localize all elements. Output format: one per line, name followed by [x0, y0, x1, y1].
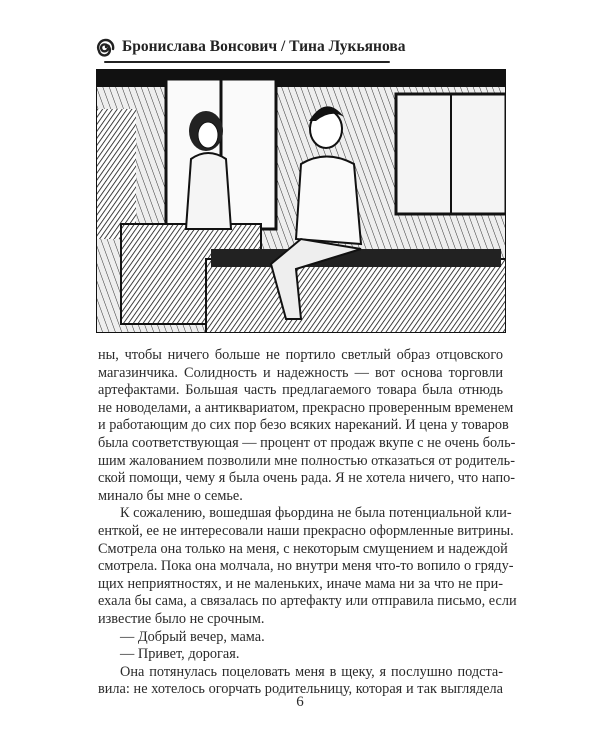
text-line: смотрела. Пока она молчала, но внутри меня что-то вопило о гряду-: [98, 558, 514, 575]
text-line: щих неприятностях, и не маленьких, иначе мама ни за что не при-: [98, 575, 503, 592]
body-text: [98, 347, 517, 699]
text-line: Она потянулась поцеловать меня в щеку, я послушно подста-: [120, 663, 503, 680]
header-rule: [104, 61, 390, 63]
text-line: енткой, ее не интересовали наши прекрасно оформленные витрины.: [98, 522, 514, 539]
text-line: Смотрела она только на меня, с некоторым смущением и надеждой: [98, 540, 508, 557]
text-line: шим жалованием позволили мне полностью отказаться от родитель-: [98, 452, 515, 469]
spiral-icon: [96, 37, 116, 57]
text-line: не новоделами, а антиквариатом, прекрасно проверенным временем: [98, 399, 514, 416]
text-line: К сожалению, вошедшая фьордина не была потенциальной кли-: [120, 505, 512, 522]
text-line: ехала бы сама, а связалась по артефакту или отправила письмо, если: [98, 593, 517, 610]
text-line: ской помощи, чему я была очень рада. Я не хотела ничего, что напо-: [98, 470, 516, 487]
text-line: минало бы мне о семье.: [98, 487, 243, 504]
text-line: магазинчика. Солидность и надежность — вот основа торговли: [98, 364, 503, 381]
running-header: [96, 34, 405, 60]
text-line: известие было не срочным.: [98, 610, 265, 627]
text-line: была соответствующая — процент от продаж вкупе с не очень боль-: [98, 434, 516, 451]
running-title: Бронислава Вонсович / Тина Лукьянова: [122, 38, 406, 55]
text-line: — Добрый вечер, мама.: [120, 628, 265, 645]
text-line: вила: не хотелось огорчать родительницу, которая и так выглядела: [98, 681, 503, 698]
text-line: и работающим до сих пор безо всяких нареканий. И цена у товаров: [98, 417, 509, 434]
text-line: артефактами. Большая часть предлагаемого товара была отнюдь: [98, 382, 503, 399]
illustration-image: [96, 69, 506, 333]
text-line: — Привет, дорогая.: [120, 646, 240, 663]
text-line: ны, чтобы ничего больше не портило светлый образ отцовского: [98, 347, 503, 363]
page-number: 6: [296, 694, 304, 710]
